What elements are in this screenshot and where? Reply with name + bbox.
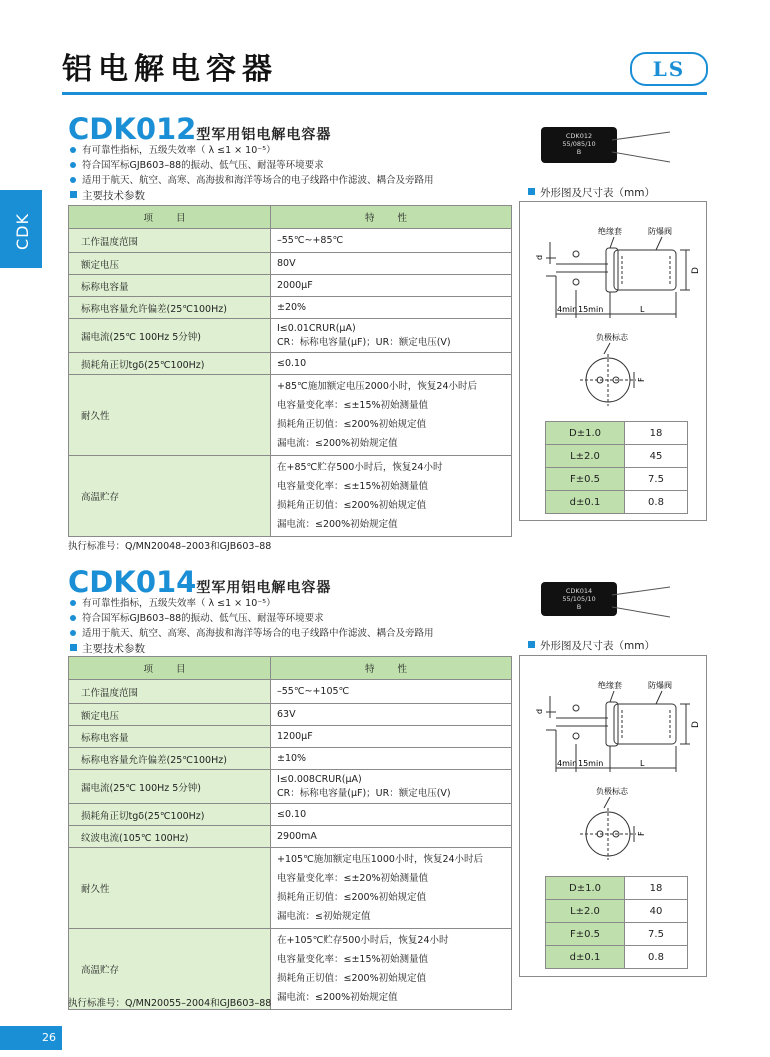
brand-logo: LS (630, 52, 708, 86)
spec-line: 损耗角正切值：≤200%初始规定值 (277, 419, 427, 430)
spec-line: CR：标称电容量(μF)；UR：额定电压(V) (277, 336, 451, 348)
lead-wires (612, 583, 672, 623)
spec-line: 电容量变化率：≤±15%初始测量值 (277, 481, 429, 492)
spec-item: 损耗角正切tgδ(25℃100Hz) (69, 353, 271, 375)
table-row (69, 275, 512, 297)
spec-item: 额定电压 (69, 253, 271, 275)
feature-item: 适用于航天、航空、高寒、高海拔和海洋等场合的电子线路中作滤波、耦合及旁路用 (68, 173, 528, 188)
table-row (546, 877, 688, 900)
spec-value: 63V (271, 704, 512, 726)
table-header-row (69, 657, 512, 680)
spec-value: 80V (271, 253, 512, 275)
spec-line: 损耗角正切值：≤200%初始规定值 (277, 500, 427, 511)
spec-heading: 主要技术参数 (68, 188, 145, 203)
table-row (546, 946, 688, 969)
spec-line: +105℃施加额定电压1000小时，恢复24小时后 (277, 854, 484, 865)
dim-15min-label: 15min (578, 305, 604, 314)
dim-key: F±0.5 (546, 468, 625, 491)
table-row (69, 297, 512, 319)
model-name: CDK014 (68, 565, 197, 599)
dim-value: 45 (625, 445, 688, 468)
dim-key: d±0.1 (546, 491, 625, 514)
header-item: 项 目 (69, 206, 271, 229)
spec-value: 1200μF (271, 726, 512, 748)
page-title: 铝电解电容器 (62, 52, 278, 87)
table-row (69, 253, 512, 275)
dim-value: 0.8 (625, 946, 688, 969)
label-negative: 负极标志 (596, 787, 628, 796)
dim-4min-label: 4min (557, 305, 578, 314)
dim-value: 0.8 (625, 491, 688, 514)
spec-value: –55℃~+105℃ (271, 680, 512, 704)
capacitor-photo (541, 127, 617, 163)
feature-item: 有可靠性指标，五级失效率（ λ ≤1 × 10⁻⁵） (68, 143, 528, 158)
spec-line: CR：标称电容量(μF)；UR：额定电压(V) (277, 787, 451, 799)
outline-drawing (520, 202, 704, 412)
feature-list (68, 596, 528, 641)
spec-item: 标称电容量允许偏差(25℃100Hz) (69, 748, 271, 770)
dim-value: 40 (625, 900, 688, 923)
spec-value: ≤0.10 (271, 353, 512, 375)
spec-value (271, 375, 512, 456)
spec-table (68, 205, 512, 537)
header-divider (62, 92, 707, 95)
table-row (69, 726, 512, 748)
spec-line: 电容量变化率：≤±20%初始测量值 (277, 873, 429, 884)
table-row (69, 680, 512, 704)
dimension-table (545, 876, 688, 969)
outline-drawing (520, 656, 704, 866)
table-row (69, 319, 512, 353)
spec-item: 漏电流(25℃ 100Hz 5分钟) (69, 319, 271, 353)
spec-line: 电容量变化率：≤±15%初始测量值 (277, 954, 429, 965)
label-negative: 负极标志 (596, 333, 628, 342)
dim-key: F±0.5 (546, 923, 625, 946)
spec-item: 工作温度范围 (69, 229, 271, 253)
dimension-heading: 外形图及尺寸表（mm） (526, 638, 655, 653)
photo-label: CDK014 (565, 587, 593, 595)
dim-L-label: L (640, 305, 645, 314)
label-vent: 防爆阀 (648, 681, 672, 690)
header-value: 特 性 (271, 657, 512, 680)
table-row (69, 229, 512, 253)
spec-value: ≤0.10 (271, 804, 512, 826)
dim-key: D±1.0 (546, 422, 625, 445)
spec-line: 在+105℃贮存500小时后，恢复24小时 (277, 935, 449, 946)
lead-wires (612, 128, 672, 168)
dim-key: L±2.0 (546, 445, 625, 468)
photo-label: 55/085/10 (562, 140, 596, 148)
spec-value (271, 319, 512, 353)
table-row (546, 923, 688, 946)
dim-L-label: L (640, 759, 645, 768)
spec-line: I≤0.01CRUR(μA) (277, 322, 356, 334)
table-row (69, 804, 512, 826)
spec-value: –55℃~+85℃ (271, 229, 512, 253)
table-row (546, 900, 688, 923)
page-number: 26 (42, 1031, 56, 1044)
spec-item: 纹波电流(105℃ 100Hz) (69, 826, 271, 848)
spec-value: ±20% (271, 297, 512, 319)
spec-value (271, 770, 512, 804)
dim-value: 18 (625, 422, 688, 445)
dim-F-label: F (637, 377, 646, 382)
page-number-tab (0, 1026, 62, 1050)
dimension-heading: 外形图及尺寸表（mm） (526, 185, 655, 200)
table-row (69, 353, 512, 375)
table-row (69, 748, 512, 770)
table-row (546, 468, 688, 491)
photo-label: B (576, 148, 582, 156)
spec-item: 耐久性 (69, 375, 271, 456)
spec-item: 工作温度范围 (69, 680, 271, 704)
header-item: 项 目 (69, 657, 271, 680)
dim-key: D±1.0 (546, 877, 625, 900)
spec-line: 漏电流：≤200%初始规定值 (277, 438, 398, 449)
feature-item: 适用于航天、航空、高寒、高海拔和海洋等场合的电子线路中作滤波、耦合及旁路用 (68, 626, 528, 641)
table-row (69, 770, 512, 804)
spec-line: +85℃施加额定电压2000小时，恢复24小时后 (277, 381, 477, 392)
spec-line: 损耗角正切值：≤200%初始规定值 (277, 892, 427, 903)
table-row (69, 375, 512, 456)
feature-item: 符合国军标GJB603–88的振动、低气压、耐湿等环境要求 (68, 158, 528, 173)
spec-item: 高温贮存 (69, 929, 271, 1010)
spec-item: 耐久性 (69, 848, 271, 929)
photo-label: B (576, 603, 582, 611)
dim-d-label: d (535, 708, 544, 714)
table-row (546, 491, 688, 514)
dim-D-label: D (691, 721, 701, 728)
spec-item: 标称电容量 (69, 275, 271, 297)
spec-item: 标称电容量允许偏差(25℃100Hz) (69, 297, 271, 319)
table-row (69, 456, 512, 537)
model-name: CDK012 (68, 112, 197, 146)
label-insulation: 绝缘套 (598, 681, 622, 690)
dimension-table (545, 421, 688, 514)
spec-line: 损耗角正切值：≤200%初始规定值 (277, 973, 427, 984)
dim-15min-label: 15min (578, 759, 604, 768)
spec-item: 额定电压 (69, 704, 271, 726)
spec-heading: 主要技术参数 (68, 641, 145, 656)
header-value: 特 性 (271, 206, 512, 229)
spec-value (271, 848, 512, 929)
section-cdk012-title (68, 112, 331, 146)
spec-line: 电容量变化率：≤±15%初始测量值 (277, 400, 429, 411)
table-row (546, 445, 688, 468)
feature-item: 有可靠性指标，五级失效率（ λ ≤1 × 10⁻⁵） (68, 596, 528, 611)
dim-value: 18 (625, 877, 688, 900)
table-row (69, 826, 512, 848)
dim-key: d±0.1 (546, 946, 625, 969)
table-header-row (69, 206, 512, 229)
label-insulation: 绝缘套 (598, 227, 622, 236)
spec-line: 漏电流：≤初始规定值 (277, 911, 371, 922)
capacitor-photo (541, 582, 617, 616)
spec-table (68, 656, 512, 1010)
standard-number: 执行标准号：Q/MN20055–2004和GJB603–88 (68, 998, 272, 1009)
dim-d-label: d (535, 254, 544, 260)
photo-label: 55/105/10 (562, 595, 596, 603)
table-row (546, 422, 688, 445)
model-subtitle: 型军用铝电解电容器 (196, 580, 332, 596)
dim-key: L±2.0 (546, 900, 625, 923)
dim-4min-label: 4min (557, 759, 578, 768)
table-row (69, 848, 512, 929)
side-tab (0, 190, 42, 268)
spec-value: 2900mA (271, 826, 512, 848)
spec-value (271, 456, 512, 537)
dim-value: 7.5 (625, 923, 688, 946)
spec-item: 漏电流(25℃ 100Hz 5分钟) (69, 770, 271, 804)
side-tab-label: CDK (13, 213, 32, 250)
spec-value: 2000μF (271, 275, 512, 297)
spec-line: I≤0.008CRUR(μA) (277, 773, 362, 785)
spec-item: 高温贮存 (69, 456, 271, 537)
feature-list (68, 143, 528, 188)
feature-item: 符合国军标GJB603–88的振动、低气压、耐湿等环境要求 (68, 611, 528, 626)
model-subtitle: 型军用铝电解电容器 (196, 127, 332, 143)
dim-F-label: F (637, 831, 646, 836)
spec-item: 标称电容量 (69, 726, 271, 748)
label-vent: 防爆阀 (648, 227, 672, 236)
photo-label: CDK012 (565, 132, 593, 140)
dim-value: 7.5 (625, 468, 688, 491)
spec-item: 损耗角正切tgδ(25℃100Hz) (69, 804, 271, 826)
dim-D-label: D (691, 267, 701, 274)
spec-line: 在+85℃贮存500小时后，恢复24小时 (277, 462, 443, 473)
standard-number: 执行标准号：Q/MN20048–2003和GJB603–88 (68, 541, 272, 552)
spec-line: 漏电流：≤200%初始规定值 (277, 519, 398, 530)
spec-line: 漏电流：≤200%初始规定值 (277, 992, 398, 1003)
table-row (69, 704, 512, 726)
spec-value: ±10% (271, 748, 512, 770)
spec-value (271, 929, 512, 1010)
section-cdk014-title (68, 565, 331, 599)
